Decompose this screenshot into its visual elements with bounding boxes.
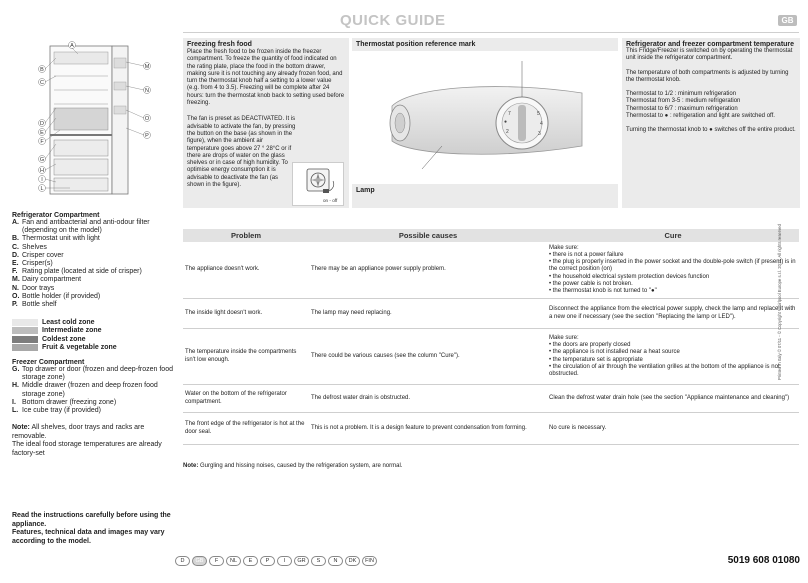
header-divider	[183, 32, 799, 33]
cure-line: Make sure:	[549, 244, 579, 251]
item-key: G.	[12, 366, 20, 373]
item-key: L.	[12, 407, 19, 415]
fan-illustration	[292, 162, 344, 206]
thermostat-unit-icon	[352, 51, 618, 182]
svg-text:3: 3	[538, 131, 541, 137]
copyright-text: Printed in Italy © 07/11 - © Copyright Whirlpool Europe s.r.l. 2011. All rights reserved	[777, 224, 782, 380]
fridge-label: N	[145, 88, 149, 94]
read-line-1: Read the instructions carefully before using the appliance.	[12, 512, 171, 528]
cause-cell: There could be various causes (see the column "Cure").	[311, 352, 460, 359]
language-option[interactable]: NL	[226, 556, 241, 566]
note-label: Note:	[183, 463, 199, 469]
item-key: M.	[12, 276, 20, 284]
table-header	[183, 229, 799, 242]
table-row	[183, 385, 799, 413]
item-key: D.	[12, 251, 19, 259]
list-item	[12, 276, 177, 284]
zone-label: Intermediate zone	[42, 327, 102, 335]
zone-label: Fruit & vegetable zone	[42, 344, 117, 352]
list-item	[12, 268, 177, 276]
item-label: Middle drawer (frozen and deep frozen food storage zone)	[22, 382, 158, 398]
table-row	[183, 413, 799, 445]
list-item	[12, 382, 177, 398]
language-option[interactable]: P	[260, 556, 275, 566]
item-key: O.	[12, 292, 20, 300]
list-item	[12, 366, 177, 382]
fridge-label: G	[39, 157, 45, 163]
list-item	[12, 301, 177, 309]
item-key: E.	[12, 260, 19, 268]
cure-line: • the power cable is not broken.	[549, 280, 633, 287]
freezing-title: Freezing fresh food	[187, 41, 252, 48]
fridge-label: F	[40, 139, 44, 145]
fridge-label: I	[41, 177, 43, 183]
zone-swatch	[12, 327, 38, 334]
language-badge: GB	[778, 15, 797, 26]
freezing-text: Place the fresh food to be frozen inside the freezer compartment. To freeze the quantity of food indicated on the rating plate, place the food in the bottom drawer, making sure it is not touching any already frozen food, and turn the thermostat knob half a setting to a lower value (e.g. from 4 to 3.5). Freezing will be complete after 24 hours: turn the thermostat knob back to setting used before freezing.	[187, 49, 345, 107]
cause-cell: There may be an appliance power supply problem.	[311, 266, 446, 273]
item-key: B.	[12, 235, 19, 243]
fridge-label: M	[144, 64, 150, 70]
svg-text:2: 2	[506, 129, 509, 135]
item-key: H.	[12, 382, 19, 390]
cure-line: • the appliance is not installed near a heat source	[549, 349, 680, 356]
table-row	[183, 242, 799, 299]
item-label: Bottle holder (if provided)	[22, 292, 101, 300]
item-label: Fan and antibacterial and anti-odour filter (depending on the model)	[22, 219, 150, 235]
thermostat-setting: Thermostat to 6/7 : maximum refrigeration	[626, 105, 738, 112]
lamp-panel	[352, 184, 618, 208]
freezer-compartment-list	[12, 359, 177, 415]
fridge-label: E	[40, 130, 44, 136]
svg-text:●: ●	[504, 119, 508, 125]
lamp-label: Lamp	[356, 187, 375, 194]
item-label: Crisper cover	[22, 251, 64, 259]
problem-cell: Water on the bottom of the refrigerator compartment.	[185, 391, 287, 405]
fridge-label: A	[70, 43, 74, 49]
fridge-label: P	[145, 133, 149, 139]
cure-line: • the household electrical system protection devices function	[549, 273, 710, 280]
temperature-title: Refrigerator and freezer compartment temperature	[626, 41, 795, 48]
zone-label: Least cold zone	[42, 318, 95, 326]
item-label: Ice cube tray (if provided)	[22, 407, 101, 415]
item-key: A.	[12, 219, 19, 226]
item-label: Rating plate (located at side of crisper)	[22, 268, 142, 276]
cure-line: Make sure:	[549, 334, 579, 341]
noise-note	[183, 463, 583, 469]
cure-cell	[547, 425, 799, 432]
item-key: I.	[12, 398, 16, 406]
temperature-p2: The temperature of both compartments is adjusted by turning the thermostat knob.	[626, 69, 789, 83]
thermostat-setting: Thermostat from 3-5 : medium refrigeration	[626, 98, 741, 105]
language-option[interactable]: D	[175, 556, 190, 566]
language-option[interactable]: I	[277, 556, 292, 566]
cure-cell	[547, 306, 799, 320]
zone-row	[12, 344, 177, 353]
zone-swatch	[12, 344, 38, 351]
fridge-label: O	[144, 116, 150, 122]
language-option[interactable]: GB	[192, 556, 207, 566]
section-title: Refrigerator Compartment	[12, 212, 100, 219]
zones-legend	[12, 318, 177, 352]
item-label: Top drawer or door (frozen and deep-frozen food storage zone)	[22, 366, 173, 382]
cure-line: • the plug is properly inserted in the power socket and the double-pole switch (if present) is in the correct position (on)	[549, 259, 796, 273]
header-problem: Problem	[230, 231, 261, 240]
language-selector	[175, 556, 377, 566]
note-label: Note:	[12, 424, 30, 431]
temperature-p3: Turning the thermostat knob to ● switches off the entire product.	[626, 127, 796, 134]
language-option[interactable]: N	[328, 556, 343, 566]
list-item	[12, 407, 177, 415]
cure-line: No cure is necessary.	[549, 424, 607, 431]
thermostat-setting: Thermostat to 1/2 : minimum refrigeration	[626, 91, 737, 98]
temperature-panel	[622, 38, 800, 208]
list-item	[12, 219, 177, 235]
refrigerator-compartment-list	[12, 212, 177, 309]
fridge-illustration	[20, 38, 160, 203]
language-option[interactable]: F	[209, 556, 224, 566]
section-title: Freezer Compartment	[12, 359, 85, 366]
item-label: Door trays	[22, 284, 55, 292]
thermostat-setting: Thermostat to ● : refrigeration and light are switched off.	[626, 113, 775, 120]
table-row	[183, 299, 799, 329]
list-item	[12, 244, 177, 252]
thermostat-title-bar	[352, 38, 618, 51]
list-item	[12, 260, 177, 268]
zone-row	[12, 318, 177, 327]
ideal-temp-note: The ideal food storage temperatures are already factory-set	[12, 441, 162, 457]
item-label: Crisper(s)	[22, 260, 53, 268]
fan-caption: on - off	[323, 198, 338, 203]
cause-cell: This is not a problem. It is a design feature to prevent condensation from forming.	[311, 424, 527, 431]
list-item	[12, 235, 177, 243]
list-item	[12, 293, 177, 301]
item-key: F.	[12, 268, 18, 276]
zone-row	[12, 327, 177, 336]
fridge-label: L	[40, 186, 44, 192]
cure-line: • there is not a power failure	[549, 251, 624, 258]
list-item	[12, 285, 177, 293]
list-item	[12, 399, 177, 407]
fridge-label: C	[40, 80, 44, 86]
svg-text:4: 4	[540, 121, 543, 127]
language-option[interactable]: DK	[345, 556, 360, 566]
note-text: Gurgling and hissing noises, caused by the refrigeration system, are normal.	[200, 463, 403, 469]
item-key: C.	[12, 243, 19, 251]
fridge-label: D	[40, 121, 44, 127]
temperature-p1: This Fridge/Freezer is switched on by operating the thermostat unit inside the refrigerator compartment.	[626, 48, 793, 62]
language-option[interactable]: E	[243, 556, 258, 566]
cure-cell	[547, 245, 799, 295]
cure-line: Clean the defrost water drain hole (see the section "Appliance maintenance and cleaning")	[549, 394, 790, 401]
troubleshooting-table	[183, 229, 799, 445]
item-label: Bottom drawer (freezing zone)	[22, 398, 117, 406]
fridge-diagram	[20, 38, 160, 203]
thermostat-illustration	[352, 51, 618, 182]
removable-note	[12, 424, 177, 441]
item-key: N.	[12, 284, 19, 292]
zone-row	[12, 335, 177, 344]
svg-text:7: 7	[508, 111, 511, 117]
cause-cell: The lamp may need replacing.	[311, 309, 392, 316]
page-title: QUICK GUIDE	[340, 12, 446, 29]
read-instructions	[12, 512, 177, 546]
problem-cell: The inside light doesn't work.	[185, 309, 263, 316]
thermostat-title: Thermostat position reference mark	[356, 41, 476, 48]
cure-line: • the thermostat knob is not turned to "●"	[549, 288, 657, 294]
cure-line: • the doors are properly closed	[549, 342, 631, 349]
fridge-label: H	[40, 168, 44, 174]
header-cure: Cure	[664, 231, 682, 240]
table-row	[183, 329, 799, 385]
note-text: All shelves, door trays and racks are removable.	[12, 424, 145, 440]
cure-cell	[547, 395, 799, 402]
problem-cell: The appliance doesn't work.	[185, 266, 260, 273]
svg-text:5: 5	[537, 111, 540, 117]
language-option[interactable]: GR	[294, 556, 309, 566]
fan-text: The fan is preset as DEACTIVATED. It is advisable to activate the fan, by pressing the button on the base (as shown in the figure), when the ambient air temperature goes above 27 ° 28°C or if there are drops of water on the glass shelves or in case of high humidity. To optimise energy consumption it is advisable to deactivate the fan (as shown in the figure).	[187, 116, 296, 189]
cure-line: • the circulation of air through the ventilation grilles at the bottom of the appliance is not obstructed.	[549, 363, 780, 377]
document-code: 5019 608 01080	[727, 555, 800, 566]
problem-cell: The front edge of the refrigerator is hot at the door seal.	[185, 421, 305, 435]
item-label: Dairy compartment	[22, 276, 82, 284]
fridge-label: B	[40, 67, 44, 73]
language-option[interactable]: FIN	[362, 556, 377, 566]
cure-line: • the temperature set is appropriate	[549, 356, 643, 363]
zone-label: Coldest zone	[42, 335, 86, 343]
cure-line: Disconnect the appliance from the electrical power supply, check the lamp and replace it with a new one if necessary (see the section "Replacing the lamp or LED").	[549, 306, 796, 320]
cause-cell: The defrost water drain is obstructed.	[311, 394, 411, 401]
fan-icon	[293, 163, 343, 205]
language-option[interactable]: S	[311, 556, 326, 566]
item-key: P.	[12, 301, 18, 309]
problem-cell: The temperature inside the compartments isn't low enough.	[185, 349, 297, 363]
item-label: Thermostat unit with light	[22, 235, 100, 243]
read-line-2: Features, technical data and images may vary according to the model.	[12, 529, 165, 545]
header-causes: Possible causes	[398, 231, 458, 240]
item-label: Bottle shelf	[22, 301, 57, 309]
list-item	[12, 252, 177, 260]
zone-swatch	[12, 336, 38, 343]
zone-swatch	[12, 319, 38, 326]
item-label: Shelves	[22, 243, 47, 251]
cure-cell	[547, 335, 799, 378]
